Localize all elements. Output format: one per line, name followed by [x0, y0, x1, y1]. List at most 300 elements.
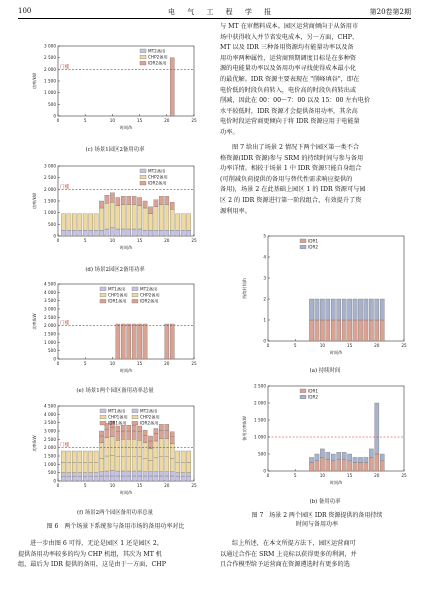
x-tick-label: 25 [191, 118, 197, 123]
legend-label: CHP2备用 [148, 54, 168, 60]
y-tick-label: 1 000 [44, 461, 56, 467]
legend-label: IDR1 [308, 388, 319, 394]
bar-segment [99, 436, 103, 443]
bar-segment [326, 299, 330, 320]
x-axis-label: 时间/h [329, 350, 343, 355]
fig7-b-svg [240, 380, 410, 485]
bar-segment [309, 320, 313, 341]
bar-segment [61, 451, 65, 463]
text-line: 的最优解。IDR 资源主要表现在 "削峰填谷"，即在 [220, 75, 360, 83]
x-tick-label: 25 [191, 483, 197, 488]
bar-segment [105, 429, 109, 437]
y-axis-label: 备用功率/kW [242, 416, 247, 441]
bar-segment [67, 230, 71, 236]
y-tick-label: 1 000 [254, 434, 266, 440]
bar-segment [83, 473, 87, 477]
bar-segment [154, 458, 158, 472]
bar-segment [67, 463, 71, 473]
bar-segment [176, 463, 180, 473]
x-tick-label: 20 [164, 118, 170, 123]
fig6-d-caption: (d) 场景2园区2备用功率 [85, 267, 145, 273]
bar-segment [331, 454, 335, 461]
bar-segment [61, 214, 65, 230]
bar-segment [67, 214, 71, 230]
bar-segment [132, 431, 136, 439]
fig7-b-chart [240, 380, 410, 485]
y-tick-label: 1 500 [254, 417, 266, 423]
bar-segment [83, 463, 87, 473]
bar-segment [132, 439, 136, 457]
bar-segment [61, 477, 65, 481]
bar-segment [176, 214, 180, 230]
bar-segment [154, 476, 158, 481]
y-tick-label: 2 500 [44, 436, 56, 442]
bar-segment [99, 230, 103, 236]
x-axis-label: 时间/h [119, 125, 133, 130]
bar-segment [309, 299, 313, 320]
bar-segment [369, 299, 373, 320]
x-tick-label: 25 [401, 473, 407, 478]
x-tick-label: 10 [109, 238, 116, 243]
fig7-caption [222, 510, 412, 528]
bar-segment [94, 477, 98, 481]
bar-segment [132, 476, 136, 481]
bar-segment [337, 452, 341, 459]
y-tick-label: 2 000 [254, 400, 266, 406]
text-line: 图 7 给出了场景 2 情况下两个园区第一类不合 [232, 144, 360, 151]
bar-segment [116, 198, 120, 206]
bar-segment [78, 214, 82, 230]
bar-segment [315, 454, 319, 461]
bar-segment [342, 299, 346, 320]
threshold-label: 门槛 [60, 64, 70, 70]
bar-segment [137, 324, 141, 359]
bar-segment [116, 206, 120, 229]
bar-segment [186, 451, 190, 463]
bar-segment [121, 471, 125, 476]
page-number: 100 [18, 7, 32, 15]
x-tick-label: 20 [164, 238, 170, 243]
bar-segment [364, 320, 368, 341]
bar-segment [105, 438, 109, 456]
bar-segment [121, 196, 125, 204]
legend-label: IDR2备用 [148, 180, 167, 186]
legend-swatch [100, 415, 106, 419]
bar-segment [83, 477, 87, 481]
x-tick-label: 5 [293, 473, 297, 478]
bar-segment [353, 320, 357, 341]
bar-segment [148, 214, 152, 230]
right-para-1 [220, 22, 412, 139]
x-tick-label: 15 [346, 343, 353, 348]
bar-segment [143, 476, 147, 481]
x-tick-label: 15 [346, 473, 353, 478]
bar-segment [380, 299, 384, 320]
bar-segment [83, 214, 87, 230]
bar-segment [326, 320, 330, 341]
legend-swatch [100, 299, 106, 303]
text-line: 综上所述，在本文所提方法下，园区运营商可 [232, 540, 356, 547]
bar-segment [137, 426, 141, 432]
x-axis-label: 时间/h [119, 245, 133, 250]
bar-segment [170, 230, 174, 236]
bar-segment [309, 457, 313, 462]
text-line: 功率。 [220, 128, 239, 136]
bar-segment [132, 196, 136, 204]
bar-segment [375, 403, 379, 454]
bar-segment [186, 230, 190, 236]
bar-segment [143, 459, 147, 472]
bar-segment [176, 451, 180, 463]
bar-segment [181, 230, 185, 236]
bar-segment [121, 431, 125, 439]
y-tick-label: 0 [53, 478, 56, 484]
bar-segment [78, 230, 82, 236]
text-line: 区 2 的 IDR 资源进行第一阶段组合，有效提升了资 [220, 196, 362, 204]
bar-segment [127, 425, 131, 431]
bar-segment [89, 230, 93, 236]
bar-segment [358, 299, 362, 320]
legend-label: CHP1备用 [108, 292, 128, 298]
fig6-f-svg [30, 400, 200, 495]
bar-segment [127, 324, 131, 359]
volume-info: 第20卷第2期 [369, 8, 411, 16]
x-tick-label: 15 [136, 118, 143, 123]
bar-segment [137, 476, 141, 481]
y-tick-label: 3 000 [44, 428, 56, 434]
bar-segment [380, 320, 384, 341]
fig6-c-chart [30, 40, 200, 130]
x-tick-label: 25 [191, 361, 197, 366]
bar-segment [72, 473, 76, 477]
fig7-caption-line2: 时间与备用功率 [295, 521, 338, 528]
x-tick-label: 0 [56, 361, 60, 366]
bar-segment [116, 426, 120, 432]
bar-segment [159, 472, 163, 476]
text-line: 功率详情。相较于场景 1 中 IDR 资源只能自身组合 [220, 165, 362, 173]
text-line: 格资源(IDR 资源)参与 SRM 的持续时间与参与备用 [220, 154, 364, 162]
bar-segment [165, 472, 169, 476]
y-tick-label: 4 [263, 254, 266, 260]
bar-segment [358, 320, 362, 341]
bar-segment [127, 471, 131, 476]
y-tick-label: 2 500 [44, 55, 56, 61]
y-tick-label: 500 [48, 348, 56, 354]
legend-swatch [300, 245, 306, 249]
bar-segment [132, 425, 136, 431]
fig6-e-caption: (e) 场景1两个园区备用功率总量 [76, 388, 154, 394]
left-bottom-line: 组，最后为 IDR 提供的备用，这是由于一方面，CHP [18, 561, 166, 569]
legend-swatch [132, 409, 138, 413]
legend-label: IDR1 [308, 238, 319, 244]
x-tick-label: 5 [293, 343, 297, 348]
legend-label: MT1备用 [108, 286, 126, 292]
legend-label: CHP1备用 [108, 414, 128, 420]
bar-segment [94, 463, 98, 473]
bar-segment [331, 320, 335, 341]
x-tick-label: 10 [319, 343, 326, 348]
y-tick-label: 500 [48, 470, 56, 476]
y-tick-label: 0 [263, 468, 266, 474]
x-tick-label: 0 [56, 238, 60, 243]
bar-segment [121, 205, 125, 230]
bar-segment [342, 459, 346, 471]
text-line: 源的电能量功率以及备用功率寻找使得成本最小化 [220, 65, 357, 73]
bar-segment [148, 472, 152, 476]
bar-segment [78, 463, 82, 473]
bar-segment [99, 443, 103, 459]
bar-segment [127, 431, 131, 439]
fig7-a-caption: (a) 持续时间 [309, 368, 341, 374]
fig6-caption: 图 6 两个场景下系统参与备用市场的备用功率对比 [46, 523, 185, 530]
right-para-2 [220, 143, 412, 217]
bar-segment [320, 320, 324, 341]
fig7-a-chart [240, 230, 410, 355]
bar-segment [347, 461, 351, 471]
y-tick-label: 2 000 [44, 445, 56, 451]
bar-segment [170, 472, 174, 476]
legend-swatch [140, 169, 146, 173]
bar-segment [110, 428, 114, 437]
bar-segment [116, 324, 120, 359]
bar-segment [99, 459, 103, 472]
bar-segment [337, 320, 341, 341]
y-axis-label: 功率/kW [32, 435, 37, 452]
bar-segment [358, 457, 362, 462]
y-tick-label: 1 000 [44, 339, 56, 345]
legend-swatch [132, 415, 138, 419]
bar-segment [110, 455, 114, 470]
bar-segment [165, 476, 169, 481]
legend-swatch [140, 55, 146, 59]
bar-segment [121, 439, 125, 457]
y-tick-label: 3 000 [44, 43, 56, 49]
x-tick-label: 5 [83, 238, 87, 243]
legend-label: CHP2备用 [140, 292, 160, 298]
legend-swatch [140, 175, 146, 179]
bar-segment [342, 320, 346, 341]
y-tick-label: 1 [263, 317, 266, 323]
bar-segment [110, 437, 114, 455]
x-tick-label: 5 [83, 118, 87, 123]
bar-segment [89, 451, 93, 463]
y-tick-label: 1 500 [44, 78, 56, 84]
bar-segment [132, 229, 136, 236]
y-tick-label: 1 000 [44, 210, 56, 216]
bar-segment [358, 463, 362, 472]
x-tick-label: 20 [164, 361, 170, 366]
bar-segment [154, 429, 158, 434]
legend-label: IDR2备用 [140, 420, 159, 426]
bar-segment [165, 324, 169, 359]
bar-segment [320, 299, 324, 320]
bar-segment [127, 205, 131, 230]
bar-segment [186, 463, 190, 473]
bar-segment [186, 477, 190, 481]
bar-segment [181, 451, 185, 463]
bar-segment [148, 460, 152, 472]
x-axis-label: 时间/h [119, 368, 133, 373]
bar-segment [105, 229, 109, 236]
legend-label: IDR1备用 [108, 420, 127, 426]
bar-segment [353, 463, 357, 472]
bar-segment [121, 229, 125, 236]
x-tick-label: 0 [266, 473, 270, 478]
y-tick-label: 2 000 [44, 323, 56, 329]
y-tick-label: 3 [263, 275, 266, 281]
y-tick-label: 4 500 [44, 403, 56, 409]
text-line: (可削减负荷提供的备用与替代性需求响应提供的 [220, 175, 353, 183]
bar-segment [309, 463, 313, 472]
bar-segment [176, 473, 180, 477]
bar-segment [116, 229, 120, 236]
y-tick-label: 0 [53, 233, 56, 239]
bar-segment [72, 214, 76, 230]
bar-segment [375, 320, 379, 341]
x-tick-label: 0 [266, 343, 270, 348]
legend-label: MT1备用 [108, 408, 126, 414]
y-tick-label: 1 000 [44, 90, 56, 96]
bar-segment [105, 203, 109, 229]
legend-label: IDR1备用 [108, 298, 127, 304]
bar-segment [78, 451, 82, 463]
bar-segment [127, 457, 131, 471]
bar-segment [148, 230, 152, 236]
bar-segment [320, 449, 324, 458]
legend-swatch [100, 421, 106, 425]
bar-segment [132, 324, 136, 359]
bar-segment [181, 477, 185, 481]
bar-segment [67, 473, 71, 477]
bar-segment [121, 476, 125, 481]
bar-segment [337, 299, 341, 320]
bar-segment [99, 201, 103, 208]
bar-segment [170, 444, 174, 459]
bar-segment [347, 454, 351, 461]
bar-segment [159, 430, 163, 438]
legend-swatch [140, 181, 146, 185]
bar-segment [110, 202, 114, 228]
bar-segment [364, 457, 368, 462]
bar-segment [154, 207, 158, 230]
legend-label: IDR2 [308, 394, 319, 400]
bar-segment [165, 196, 169, 204]
bar-segment [315, 299, 319, 320]
bar-segment [99, 431, 103, 436]
x-tick-label: 5 [83, 361, 87, 366]
bar-segment [369, 320, 373, 341]
bar-segment [170, 324, 174, 359]
bar-segment [94, 451, 98, 463]
bar-segment [127, 476, 131, 481]
bar-segment [380, 454, 384, 461]
y-tick-label: 1 500 [44, 331, 56, 337]
fig7-caption-line1: 图 7 场景 2 两个园区 IDR 资源提供的备用持续 [251, 512, 383, 519]
fig7-b-caption: (b) 备用功率 [309, 499, 341, 505]
x-tick-label: 20 [164, 483, 170, 488]
y-tick-label: 3 500 [44, 420, 56, 426]
x-axis-label: 时间/h [119, 490, 133, 495]
legend-label: MT2备用 [148, 168, 166, 174]
bar-segment [105, 456, 109, 471]
y-axis-label: 功率/kW [32, 313, 37, 330]
bar-segment [347, 320, 351, 341]
fig6-c-svg [30, 40, 200, 130]
y-tick-label: 0 [53, 356, 56, 362]
bar-segment [132, 471, 136, 476]
bar-segment [165, 424, 169, 430]
legend-swatch [100, 287, 106, 291]
bar-segment [127, 229, 131, 236]
text-line: MT 以及 IDR 三种备用资源均有能量功率以及备 [220, 44, 354, 52]
bar-segment [137, 198, 141, 206]
text-line: 水平较低时，IDR 资源才会提供备用功率，其余高 [220, 107, 358, 115]
bar-segment [94, 473, 98, 477]
bar-segment [170, 202, 174, 209]
text-line: 电价低的时段负荷转入，电价高的时段负荷转出或 [220, 86, 357, 94]
bar-segment [143, 201, 147, 208]
legend-label: CHP2备用 [148, 174, 168, 180]
bar-segment [364, 299, 368, 320]
legend-swatch [100, 409, 106, 413]
right-bottom-text [220, 539, 412, 571]
legend-swatch [300, 395, 306, 399]
bar-segment [181, 214, 185, 230]
bar-segment [137, 432, 141, 440]
bar-segment [78, 473, 82, 477]
text-line: 以通过合作在 SRM 上竞标以获得更多的利润，并 [220, 550, 357, 558]
bar-segment [89, 214, 93, 230]
bar-segment [154, 200, 158, 207]
y-tick-label: 1 500 [44, 453, 56, 459]
bar-segment [67, 451, 71, 463]
x-tick-label: 25 [401, 343, 407, 348]
x-tick-label: 15 [136, 238, 143, 243]
bar-segment [353, 457, 357, 462]
bar-segment [110, 476, 114, 481]
y-tick-label: 1 500 [44, 198, 56, 204]
bar-segment [320, 457, 324, 471]
bar-segment [154, 472, 158, 476]
bar-segment [99, 472, 103, 476]
text-line: 与 MT 在审燃料成本。园区运营商倾向于从备用市 [220, 23, 359, 30]
x-tick-label: 10 [319, 473, 326, 478]
y-tick-label: 2 500 [44, 314, 56, 320]
bar-segment [94, 230, 98, 236]
y-tick-label: 2 [263, 296, 266, 302]
legend-label: MT2备用 [148, 48, 166, 54]
bar-segment [132, 205, 136, 230]
bar-segment [181, 463, 185, 473]
bar-segment [94, 214, 98, 230]
legend-swatch [132, 421, 138, 425]
bar-segment [83, 451, 87, 463]
bar-segment [99, 208, 103, 230]
bar-segment [137, 471, 141, 476]
bar-segment [326, 452, 330, 459]
y-tick-label: 3 500 [44, 298, 56, 304]
bar-segment [72, 451, 76, 463]
bar-segment [127, 196, 131, 204]
bar-segment [148, 436, 152, 441]
bar-segment [72, 463, 76, 473]
text-line: 源利用率。 [220, 207, 251, 215]
bar-segment [89, 473, 93, 477]
bar-segment [315, 461, 319, 471]
bar-segment [154, 441, 158, 458]
y-tick-label: 500 [258, 451, 266, 457]
y-tick-label: 0 [53, 113, 56, 119]
